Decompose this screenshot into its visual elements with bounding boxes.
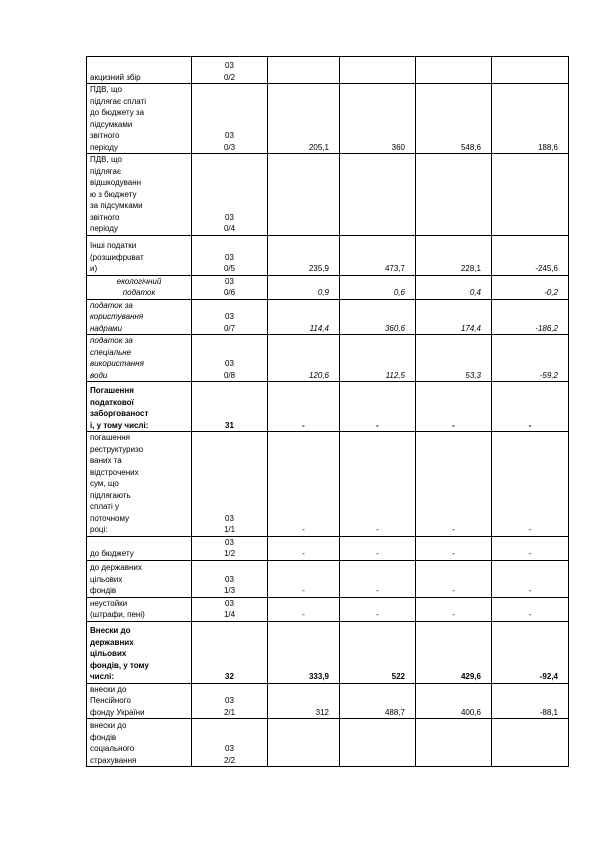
row-value-3: - xyxy=(416,432,492,537)
row-value-2: 473,7 xyxy=(340,235,416,275)
row-value-1: 114,4 xyxy=(268,299,340,335)
row-value-2: 360 xyxy=(340,84,416,154)
row-code: 03 1/1 xyxy=(192,432,268,537)
row-code: 03 2/2 xyxy=(192,719,268,767)
row-code: 03 0/3 xyxy=(192,84,268,154)
row-value-4: 188,6 xyxy=(492,84,569,154)
row-value-2: 0,6 xyxy=(340,275,416,299)
row-value-4 xyxy=(492,57,569,84)
row-code: 03 0/6 xyxy=(192,275,268,299)
row-value-2: 360,6 xyxy=(340,299,416,335)
table-row xyxy=(87,621,569,683)
row-code: 03 0/4 xyxy=(192,154,268,236)
table-row xyxy=(87,719,569,767)
row-value-1: 235,9 xyxy=(268,235,340,275)
row-value-1: - xyxy=(268,432,340,537)
row-value-1: - xyxy=(268,560,340,597)
row-value-3: 53,3 xyxy=(416,335,492,382)
row-code: 03 1/2 xyxy=(192,536,268,560)
row-value-1: 0,9 xyxy=(268,275,340,299)
row-value-2 xyxy=(340,57,416,84)
row-code: 03 0/8 xyxy=(192,335,268,382)
row-label: податок за спеціальне використання води xyxy=(87,335,192,382)
row-value-1: 120,6 xyxy=(268,335,340,382)
row-value-3: - xyxy=(416,597,492,621)
row-value-1: - xyxy=(268,382,340,432)
row-code: 03 0/7 xyxy=(192,299,268,335)
row-value-4: - xyxy=(492,597,569,621)
table-row xyxy=(87,560,569,597)
row-label: Погашення податкової заборгованост і, у тому числі: xyxy=(87,382,192,432)
row-value-4: - xyxy=(492,560,569,597)
row-value-4: -0,2 xyxy=(492,275,569,299)
row-label: акцизний збір xyxy=(87,57,192,84)
row-value-4: - xyxy=(492,432,569,537)
row-value-4: - xyxy=(492,382,569,432)
table-row xyxy=(87,432,569,537)
row-value-4: -186,2 xyxy=(492,299,569,335)
row-value-3: 228,1 xyxy=(416,235,492,275)
row-value-2: 112,5 xyxy=(340,335,416,382)
row-value-2: - xyxy=(340,432,416,537)
row-value-1: - xyxy=(268,536,340,560)
table-row xyxy=(87,536,569,560)
row-value-3: 548,6 xyxy=(416,84,492,154)
row-label: ПДВ, що підлягає сплаті до бюджету за підсумками звітного періоду xyxy=(87,84,192,154)
row-value-1 xyxy=(268,719,340,767)
row-value-4: - xyxy=(492,536,569,560)
row-value-1: 333,9 xyxy=(268,621,340,683)
table-row xyxy=(87,597,569,621)
row-value-4: -92,4 xyxy=(492,621,569,683)
row-label: погашення реструктуризо ваних та відстрочених сум, що підлягають сплаті у поточному році: xyxy=(87,432,192,537)
row-value-3: 429,6 xyxy=(416,621,492,683)
row-label: неустойки (штрафи, пені) xyxy=(87,597,192,621)
table-row xyxy=(87,275,569,299)
row-value-4: -245,6 xyxy=(492,235,569,275)
financial-table xyxy=(86,56,569,767)
table-row xyxy=(87,299,569,335)
row-value-3 xyxy=(416,57,492,84)
row-value-2: - xyxy=(340,597,416,621)
row-value-1: - xyxy=(268,597,340,621)
row-value-4 xyxy=(492,719,569,767)
row-value-3: 174,4 xyxy=(416,299,492,335)
row-code: 03 2/1 xyxy=(192,683,268,719)
row-value-1: 205,1 xyxy=(268,84,340,154)
row-value-2: - xyxy=(340,382,416,432)
row-value-2: 522 xyxy=(340,621,416,683)
row-value-4: -88,1 xyxy=(492,683,569,719)
row-value-2: 488,7 xyxy=(340,683,416,719)
row-label: Внески до державних цільових фондів, у тому числі: xyxy=(87,621,192,683)
row-label: екологічний податок xyxy=(87,275,192,299)
row-value-2: - xyxy=(340,560,416,597)
row-value-3: - xyxy=(416,382,492,432)
row-value-1 xyxy=(268,57,340,84)
row-value-4 xyxy=(492,154,569,236)
table-row xyxy=(87,57,569,84)
table-row xyxy=(87,335,569,382)
row-code: 03 0/2 xyxy=(192,57,268,84)
row-value-2 xyxy=(340,154,416,236)
row-value-3: - xyxy=(416,560,492,597)
table-row xyxy=(87,683,569,719)
row-value-3 xyxy=(416,154,492,236)
row-label: до бюджету xyxy=(87,536,192,560)
row-value-3 xyxy=(416,719,492,767)
row-code: 32 xyxy=(192,621,268,683)
row-label: внески до фондів соціального страхування xyxy=(87,719,192,767)
row-code: 03 1/4 xyxy=(192,597,268,621)
row-value-3: 0,4 xyxy=(416,275,492,299)
row-label: внески до Пенсійного фонду України xyxy=(87,683,192,719)
row-value-4: -59,2 xyxy=(492,335,569,382)
row-value-3: - xyxy=(416,536,492,560)
row-label: ПДВ, що підлягає відшкодуванн ю з бюджету за підсумками звітного періоду xyxy=(87,154,192,236)
row-code: 31 xyxy=(192,382,268,432)
row-label: Інші податки (розшифрuват и) xyxy=(87,235,192,275)
table-row xyxy=(87,382,569,432)
row-label: податок за користування надрами xyxy=(87,299,192,335)
table-row xyxy=(87,235,569,275)
row-value-2 xyxy=(340,719,416,767)
table-row xyxy=(87,154,569,236)
row-value-2: - xyxy=(340,536,416,560)
row-code: 03 1/3 xyxy=(192,560,268,597)
table-row xyxy=(87,84,569,154)
row-value-1: 312 xyxy=(268,683,340,719)
row-value-3: 400,6 xyxy=(416,683,492,719)
row-value-1 xyxy=(268,154,340,236)
row-label: до державних цільових фондів xyxy=(87,560,192,597)
row-code: 03 0/5 xyxy=(192,235,268,275)
